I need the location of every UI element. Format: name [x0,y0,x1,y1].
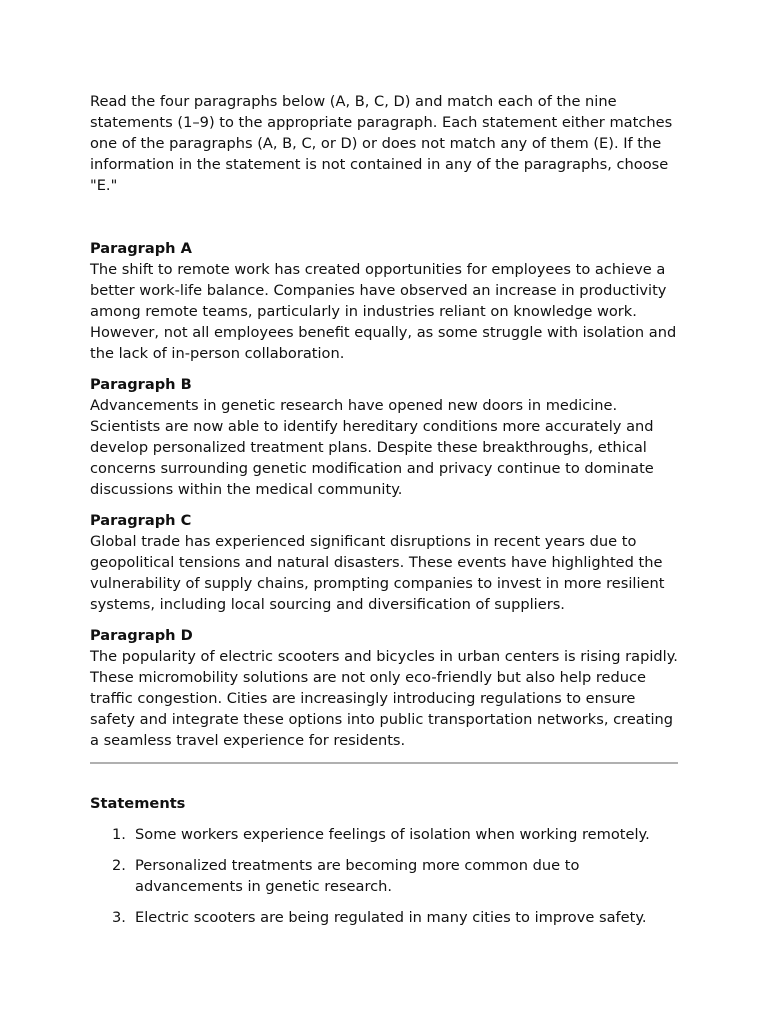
statement-item [90,907,680,928]
paragraph-d [90,625,680,751]
statement-list [90,824,680,928]
statement-item [90,824,680,845]
document-content [90,91,680,928]
paragraph-heading: Paragraph D [90,627,193,644]
statement-text: Some workers experience feelings of isolation when working remotely. [135,826,650,843]
instructions-text: Read the four paragraphs below (A, B, C, D) and match each of the nine statements (1–9) to the appropriate paragraph. Each statement either matches one of the paragraphs (A, B, C, or D) or does not match any of them (E). If the information in the statement is not contained in any of the paragraphs, choose "E." [90,93,673,194]
paragraph-text: Advancements in genetic research have opened new doors in medicine. Scientists are now able to identify hereditary conditions more accurately and develop personalized treatment plans. Despite these breakthroughs, ethical concerns surrounding genetic modification and privacy continue to dominate discussions within the medical community. [90,397,654,498]
paragraph-text: Global trade has experienced significant disruptions in recent years due to geopolitical tensions and natural disasters. These events have highlighted the vulnerability of supply chains, prompting companies to invest in more resilient systems, including local sourcing and diversification of suppliers. [90,533,665,613]
paragraph-c [90,510,680,615]
paragraph-text: The popularity of electric scooters and bicycles in urban centers is rising rapidly. These micromobility solutions are not only eco-friendly but also help reduce traffic congestion. Cities are increasingly introducing regulations to ensure safety and integrate these options into public transportation networks, creating a seamless travel experience for residents. [90,648,678,749]
paragraph-b [90,374,680,500]
statement-number: 3. [112,909,126,926]
paragraph-heading: Paragraph A [90,240,192,257]
paragraph-heading: Paragraph B [90,376,192,393]
paragraph-text: The shift to remote work has created opportunities for employees to achieve a better work-life balance. Companies have observed an increase in productivity among remote teams, particularly in industries reliant on knowledge work. However, not all employees benefit equally, as some struggle with isolation and the lack of in-person collaboration. [90,261,677,362]
statement-text: Personalized treatments are becoming more common due to advancements in genetic research. [135,857,580,895]
paragraph-a [90,238,680,364]
statement-number: 1. [112,826,126,843]
statement-item [90,855,680,897]
statements-heading: Statements [90,795,186,812]
statement-text: Electric scooters are being regulated in many cities to improve safety. [135,909,647,926]
statement-number: 2. [112,857,126,874]
paragraph-heading: Paragraph C [90,512,192,529]
